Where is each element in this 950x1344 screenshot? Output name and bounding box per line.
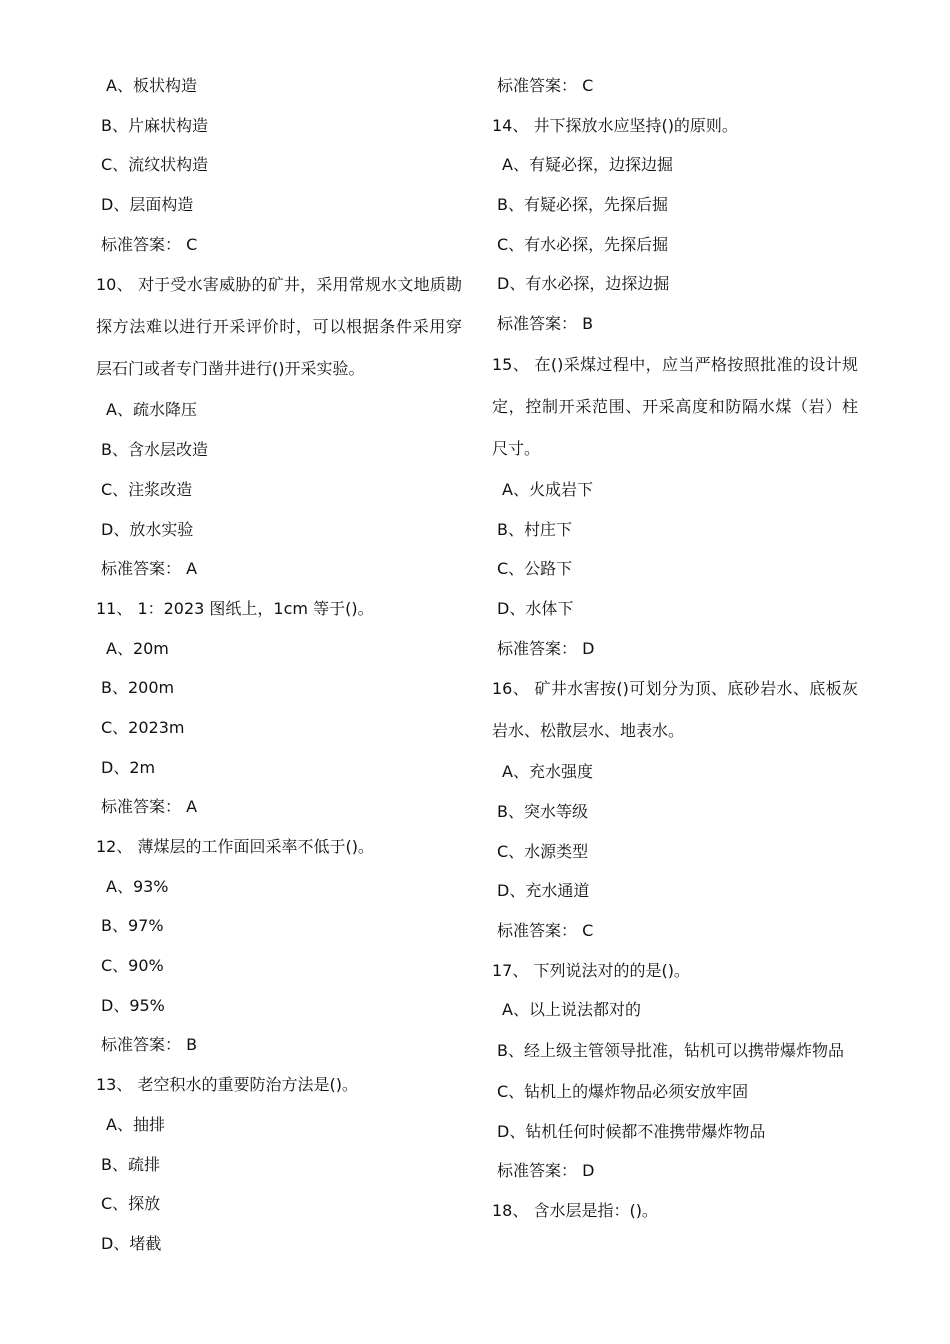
question-text: 15、 在()采煤过程中，应当严格按照批准的设计规定，控制开采范围、开采高度和防隔水煤（岩）柱尺寸。 — [492, 354, 858, 458]
question-text: 13、 老空积水的重要防治方法是()。 — [96, 1075, 358, 1095]
question-text: 14、 井下探放水应坚持()的原则。 — [492, 115, 738, 135]
answer-option: C、探放 — [101, 1194, 161, 1214]
right-column — [492, 66, 858, 1231]
standard-answer: 标准答案： C — [101, 234, 198, 254]
answer-option: A、有疑必探，边探边掘 — [502, 155, 673, 175]
question-text: 17、 下列说法对的的是()。 — [492, 960, 690, 980]
answer-option: D、充水通道 — [497, 881, 590, 901]
answer-option: A、疏水降压 — [106, 400, 197, 420]
answer-option: D、水体下 — [497, 598, 574, 618]
answer-option: B、村庄下 — [497, 519, 572, 539]
answer-option: D、有水必探，边探边掘 — [497, 274, 670, 294]
answer-option: A、93% — [106, 876, 169, 896]
answer-option: C、公路下 — [497, 559, 573, 579]
answer-option: B、突水等级 — [497, 801, 588, 821]
answer-option: C、水源类型 — [497, 841, 589, 861]
standard-answer: 标准答案： A — [101, 559, 198, 579]
question-text: 11、 1：2023 图纸上，1cm 等于()。 — [96, 598, 374, 618]
answer-option: B、有疑必探，先探后掘 — [497, 195, 668, 215]
answer-option: C、有水必探，先探后掘 — [497, 234, 669, 254]
question-text: 18、 含水层是指：()。 — [492, 1201, 658, 1221]
question-text: 12、 薄煤层的工作面回采率不低于()。 — [96, 837, 374, 856]
answer-option: C、流纹状构造 — [101, 155, 209, 175]
answer-option: B、经上级主管领导批准，钻机可以携带爆炸物品 — [497, 1041, 844, 1061]
answer-option: C、2023m — [101, 717, 185, 737]
answer-option: D、钻机任何时候都不准携带爆炸物品 — [497, 1121, 766, 1141]
standard-answer: 标准答案： B — [497, 314, 594, 334]
standard-answer: 标准答案： C — [497, 76, 594, 95]
answer-option: A、板状构造 — [106, 76, 197, 95]
standard-answer: 标准答案： D — [497, 1161, 595, 1181]
answer-option: D、层面构造 — [101, 195, 194, 215]
question-text: 16、 矿井水害按()可划分为顶、底砂岩水、底板灰岩水、松散层水、地表水。 — [492, 679, 858, 741]
answer-option: A、充水强度 — [502, 762, 593, 782]
answer-option: D、2m — [101, 757, 156, 777]
answer-option: A、火成岩下 — [502, 479, 593, 499]
answer-option: B、疏排 — [101, 1154, 160, 1174]
answer-option: B、97% — [101, 916, 164, 936]
standard-answer: 标准答案： D — [497, 638, 595, 658]
answer-option: B、片麻状构造 — [101, 115, 208, 135]
answer-option: D、放水实验 — [101, 519, 194, 539]
answer-option: A、抽排 — [106, 1114, 165, 1134]
answer-option: A、20m — [106, 638, 169, 658]
question-text: 10、 对于受水害威胁的矿井，采用常规水文地质勘探方法难以进行开采评价时，可以根据条件采用穿层石门或者专门凿井进行()开采实验。 — [96, 275, 462, 379]
answer-option: D、95% — [101, 995, 165, 1015]
standard-answer: 标准答案： A — [101, 797, 198, 817]
standard-answer: 标准答案： B — [101, 1035, 198, 1055]
answer-option: B、含水层改造 — [101, 440, 208, 460]
left-column — [96, 66, 462, 1264]
answer-option: A、以上说法都对的 — [502, 1000, 641, 1020]
answer-option: C、90% — [101, 956, 164, 976]
answer-option: B、200m — [101, 678, 175, 698]
answer-option: C、注浆改造 — [101, 479, 193, 499]
answer-option: C、钻机上的爆炸物品必须安放牢固 — [497, 1082, 749, 1102]
answer-option: D、堵截 — [101, 1233, 162, 1253]
standard-answer: 标准答案： C — [497, 921, 594, 940]
